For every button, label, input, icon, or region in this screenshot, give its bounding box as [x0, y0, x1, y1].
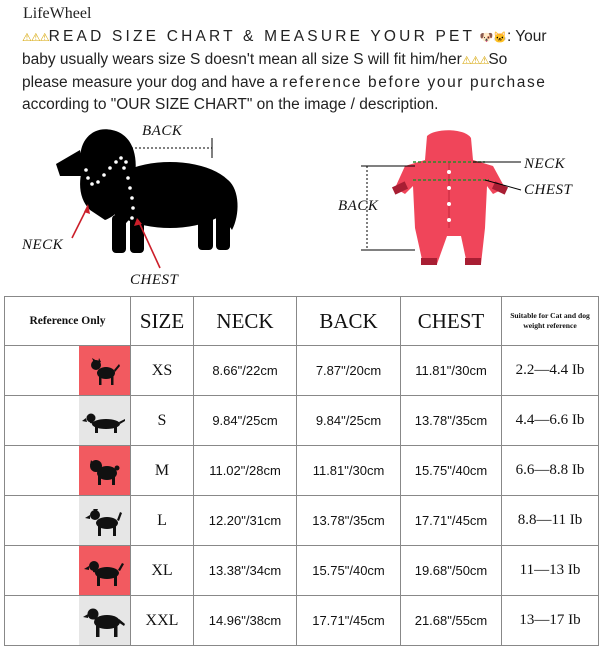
table-row: [5, 446, 599, 496]
weight-cell: [502, 596, 599, 646]
weight-from: 4.4: [515, 412, 535, 428]
neck-cell: 13.38"/34cm: [194, 546, 297, 596]
pug-icon: [79, 446, 130, 495]
header-back: BACK: [297, 297, 401, 346]
weight-from: 2.2: [515, 362, 535, 378]
size-cell: XL: [131, 546, 194, 596]
chest-cell: 17.71"/45cm: [401, 496, 502, 546]
chest-cell: 15.75"/40cm: [401, 446, 502, 496]
beagle-icon: [79, 546, 130, 595]
weight-cell: [502, 546, 599, 596]
table-header-row: [5, 297, 599, 346]
intro-line-4: according to "OUR SIZE CHART" on the image / description.: [22, 96, 439, 113]
garment-neck-label: NECK: [524, 156, 566, 172]
intro-line3-b: reference before your purchase: [282, 74, 547, 91]
intro-line2-tail: So: [488, 51, 508, 68]
header-weight-line1: Suitable for Cat and dog: [510, 311, 590, 320]
intro-text: [22, 26, 588, 116]
size-cell: S: [131, 396, 194, 446]
weight-to: 6.6: [549, 412, 569, 428]
header-weight-line2: weight reference: [523, 321, 577, 330]
weight-from: 6.6: [515, 462, 535, 478]
weight-cell: [502, 496, 599, 546]
back-cell: 7.87"/20cm: [297, 346, 401, 396]
pet-emoji-icons: 🐶🐱: [479, 32, 507, 44]
reference-image-cell: [5, 346, 131, 396]
neck-cell: 14.96"/38cm: [194, 596, 297, 646]
size-cell: XXL: [131, 596, 194, 646]
garment-chest-label: CHEST: [524, 182, 573, 198]
neck-cell: 9.84"/25cm: [194, 396, 297, 446]
header-reference-only: Reference Only: [5, 297, 131, 346]
weight-unit: Ib: [571, 412, 585, 428]
terrier-icon: [79, 496, 130, 545]
table-row: [5, 496, 599, 546]
reference-image-cell: [5, 396, 131, 446]
labrador-icon: [79, 596, 130, 645]
header-weight: [502, 297, 599, 346]
header-neck: NECK: [194, 297, 297, 346]
weight-cell: [502, 396, 599, 446]
table-row: [5, 396, 599, 446]
intro-line3-a: please measure your dog and have a: [22, 74, 278, 91]
intro-headline: READ SIZE CHART & MEASURE YOUR PET: [48, 28, 476, 45]
dog-thumbnail: [79, 596, 130, 645]
intro-line-2: [22, 49, 588, 72]
chest-cell: 13.78"/35cm: [401, 396, 502, 446]
dog-thumbnail: [79, 446, 130, 495]
back-cell: 9.84"/25cm: [297, 396, 401, 446]
header-size: SIZE: [131, 297, 194, 346]
dog-thumbnail: [79, 396, 130, 445]
reference-image-cell: [5, 596, 131, 646]
brand-name: LifeWheel: [23, 5, 92, 22]
weight-cell: [502, 346, 599, 396]
weight-cell: [502, 446, 599, 496]
weight-to: 8.8: [549, 462, 569, 478]
intro-line-3: [22, 72, 588, 94]
back-cell: 17.71"/45cm: [297, 596, 401, 646]
weight-unit: Ib: [567, 562, 581, 578]
dog-back-label: BACK: [142, 123, 183, 139]
back-cell: 13.78"/35cm: [297, 496, 401, 546]
neck-cell: 8.66"/22cm: [194, 346, 297, 396]
weight-range-dash: —: [536, 512, 552, 528]
weight-to: 13: [549, 562, 565, 578]
weight-unit: Ib: [571, 362, 585, 378]
dog-thumbnail: [79, 546, 130, 595]
reference-image-cell: [5, 546, 131, 596]
garment-back-label: BACK: [338, 198, 379, 214]
warning-icons: ⚠⚠⚠: [22, 32, 49, 44]
intro-line1-tail: : Your: [506, 28, 547, 45]
reference-image-cell: [5, 496, 131, 546]
reference-image-cell: [5, 446, 131, 496]
garment-measure-diagram: [355, 128, 530, 273]
chest-cell: 11.81"/30cm: [401, 346, 502, 396]
weight-to: 17: [549, 612, 565, 628]
intro-line2-text: baby usually wears size S doesn't mean all size S will fit him/her: [22, 51, 462, 68]
weight-to: 11: [551, 512, 566, 528]
chest-cell: 21.68"/55cm: [401, 596, 502, 646]
weight-unit: Ib: [569, 512, 583, 528]
weight-from: 11: [519, 562, 535, 578]
dachshund-icon: [79, 396, 130, 445]
neck-cell: 11.02"/28cm: [194, 446, 297, 496]
warning-icons-2: ⚠⚠⚠: [461, 55, 489, 67]
neck-cell: 12.20"/31cm: [194, 496, 297, 546]
weight-range-dash: —: [534, 362, 550, 378]
dog-thumbnail: [79, 346, 130, 395]
chest-cell: 19.68"/50cm: [401, 546, 502, 596]
weight-range-dash: —: [534, 412, 550, 428]
size-cell: L: [131, 496, 194, 546]
size-chart-table: [4, 296, 599, 646]
dog-chest-label: CHEST: [130, 272, 179, 288]
size-cell: XS: [131, 346, 194, 396]
table-row: [5, 546, 599, 596]
dog-silhouette: [56, 129, 238, 253]
weight-to: 4.4: [549, 362, 569, 378]
size-cell: M: [131, 446, 194, 496]
back-cell: 15.75"/40cm: [297, 546, 401, 596]
weight-range-dash: —: [534, 562, 550, 578]
weight-range-dash: —: [534, 612, 550, 628]
weight-from: 13: [519, 612, 535, 628]
table-row: [5, 596, 599, 646]
header-chest: CHEST: [401, 297, 502, 346]
weight-unit: Ib: [568, 612, 581, 628]
back-cell: 11.81"/30cm: [297, 446, 401, 496]
table-row: [5, 346, 599, 396]
chihuahua-icon: [79, 346, 130, 395]
weight-unit: Ib: [571, 462, 585, 478]
weight-range-dash: —: [534, 462, 550, 478]
intro-line-1: [22, 26, 588, 49]
dog-measure-diagram: [20, 120, 240, 290]
dog-thumbnail: [79, 496, 130, 545]
dog-neck-label: NECK: [22, 237, 64, 253]
weight-from: 8.8: [517, 512, 537, 528]
pink-hoodie-shape: [395, 130, 505, 264]
